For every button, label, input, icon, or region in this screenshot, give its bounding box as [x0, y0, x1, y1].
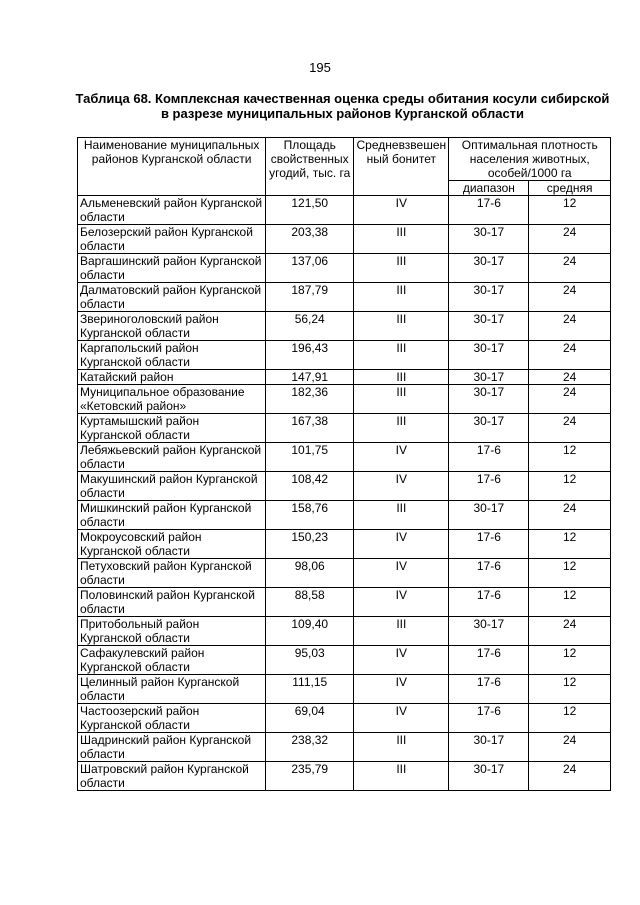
cell-density-average: 24	[529, 283, 611, 312]
table-row	[78, 312, 611, 341]
cell-density-range: 30-17	[449, 617, 529, 646]
cell-density-range: 17-6	[449, 559, 529, 588]
cell-bonitet: III	[354, 501, 449, 530]
cell-density-range: 30-17	[449, 762, 529, 791]
cell-district-name: Петуховский район Курганской области	[78, 559, 266, 588]
cell-area: 111,15	[266, 675, 354, 704]
cell-density-range: 30-17	[449, 283, 529, 312]
table-row	[78, 675, 611, 704]
cell-area: 196,43	[266, 341, 354, 370]
cell-area: 101,75	[266, 443, 354, 472]
cell-bonitet: IV	[354, 646, 449, 675]
cell-bonitet: IV	[354, 443, 449, 472]
table-row	[78, 414, 611, 443]
cell-density-range: 30-17	[449, 501, 529, 530]
cell-area: 203,38	[266, 225, 354, 254]
table-row	[78, 283, 611, 312]
cell-district-name: Мокроусовский район Курганской области	[78, 530, 266, 559]
cell-density-average: 24	[529, 414, 611, 443]
header-density: Оптимальная плотность населения животных, особей/1000 га	[449, 138, 611, 181]
cell-bonitet: III	[354, 225, 449, 254]
table-row	[78, 196, 611, 225]
cell-density-average: 12	[529, 559, 611, 588]
cell-area: 158,76	[266, 501, 354, 530]
cell-district-name: Сафакулевский район Курганской области	[78, 646, 266, 675]
cell-bonitet: III	[354, 254, 449, 283]
cell-density-average: 12	[529, 443, 611, 472]
cell-district-name: Альменевский район Курганской области	[78, 196, 266, 225]
table-row	[78, 254, 611, 283]
header-range: диапазон	[449, 181, 529, 196]
cell-bonitet: III	[354, 341, 449, 370]
cell-district-name: Шатровский район Курганской области	[78, 762, 266, 791]
cell-area: 121,50	[266, 196, 354, 225]
cell-district-name: Целинный район Курганской области	[78, 675, 266, 704]
cell-area: 98,06	[266, 559, 354, 588]
cell-district-name: Куртамышский район Курганской области	[78, 414, 266, 443]
cell-district-name: Варгашинский район Курганской области	[78, 254, 266, 283]
cell-bonitet: IV	[354, 559, 449, 588]
cell-district-name: Шадринский район Курганской области	[78, 733, 266, 762]
cell-density-average: 12	[529, 646, 611, 675]
cell-bonitet: IV	[354, 588, 449, 617]
cell-density-average: 24	[529, 385, 611, 414]
cell-density-range: 17-6	[449, 443, 529, 472]
cell-area: 137,06	[266, 254, 354, 283]
table-title	[70, 91, 615, 121]
table-row	[78, 646, 611, 675]
cell-density-average: 12	[529, 530, 611, 559]
cell-district-name: Белозерский район Курганской области	[78, 225, 266, 254]
cell-area: 182,36	[266, 385, 354, 414]
table-row	[78, 341, 611, 370]
cell-density-range: 30-17	[449, 385, 529, 414]
cell-density-average: 24	[529, 225, 611, 254]
cell-density-average: 12	[529, 675, 611, 704]
table-row	[78, 530, 611, 559]
cell-density-average: 24	[529, 617, 611, 646]
cell-district-name: Звериноголовский район Курганской области	[78, 312, 266, 341]
cell-district-name: Лебяжьевский район Курганской области	[78, 443, 266, 472]
cell-district-name: Половинский район Курганской области	[78, 588, 266, 617]
table-title-line-1: Таблица 68. Комплексная качественная оценка среды обитания косули сибирской	[75, 91, 610, 106]
habitat-assessment-table	[77, 137, 611, 791]
cell-density-range: 17-6	[449, 588, 529, 617]
cell-area: 187,79	[266, 283, 354, 312]
cell-density-average: 24	[529, 762, 611, 791]
cell-area: 235,79	[266, 762, 354, 791]
table-row	[78, 370, 611, 385]
cell-density-average: 24	[529, 501, 611, 530]
header-average: средняя	[529, 181, 611, 196]
cell-area: 108,42	[266, 472, 354, 501]
cell-density-average: 12	[529, 588, 611, 617]
table-row	[78, 617, 611, 646]
cell-density-range: 17-6	[449, 472, 529, 501]
table-row	[78, 559, 611, 588]
cell-density-range: 30-17	[449, 341, 529, 370]
cell-bonitet: III	[354, 385, 449, 414]
cell-bonitet: IV	[354, 472, 449, 501]
cell-area: 147,91	[266, 370, 354, 385]
cell-bonitet: III	[354, 733, 449, 762]
cell-density-average: 24	[529, 312, 611, 341]
cell-district-name: Далматовский район Курганской области	[78, 283, 266, 312]
cell-bonitet: III	[354, 283, 449, 312]
table-row	[78, 704, 611, 733]
cell-district-name: Частоозерский район Курганской области	[78, 704, 266, 733]
header-area: Площадь свойственных угодий, тыс. га	[266, 138, 354, 196]
table-row	[78, 443, 611, 472]
cell-district-name: Мишкинский район Курганской области	[78, 501, 266, 530]
cell-density-range: 30-17	[449, 312, 529, 341]
header-name: Наименование муниципальных районов Курганской области	[78, 138, 266, 196]
table-row	[78, 225, 611, 254]
table-row	[78, 733, 611, 762]
table-row	[78, 588, 611, 617]
cell-bonitet: IV	[354, 675, 449, 704]
cell-district-name: Каргапольский район Курганской области	[78, 341, 266, 370]
cell-bonitet: IV	[354, 704, 449, 733]
cell-bonitet: IV	[354, 196, 449, 225]
cell-area: 69,04	[266, 704, 354, 733]
table-body	[78, 196, 611, 791]
table-row	[78, 385, 611, 414]
cell-bonitet: III	[354, 312, 449, 341]
cell-district-name: Муниципальное образование «Кетовский район»	[78, 385, 266, 414]
cell-area: 88,58	[266, 588, 354, 617]
cell-area: 109,40	[266, 617, 354, 646]
cell-bonitet: III	[354, 762, 449, 791]
page-number: 195	[309, 60, 331, 75]
cell-area: 238,32	[266, 733, 354, 762]
cell-density-range: 17-6	[449, 646, 529, 675]
cell-density-range: 30-17	[449, 414, 529, 443]
cell-bonitet: III	[354, 370, 449, 385]
cell-area: 56,24	[266, 312, 354, 341]
cell-density-range: 30-17	[449, 254, 529, 283]
cell-bonitet: IV	[354, 530, 449, 559]
cell-density-average: 24	[529, 341, 611, 370]
cell-density-range: 30-17	[449, 225, 529, 254]
table-row	[78, 762, 611, 791]
cell-density-average: 24	[529, 370, 611, 385]
cell-density-range: 17-6	[449, 704, 529, 733]
cell-district-name: Катайский район	[78, 370, 266, 385]
cell-density-average: 24	[529, 733, 611, 762]
cell-density-range: 17-6	[449, 530, 529, 559]
cell-density-range: 17-6	[449, 675, 529, 704]
cell-density-range: 30-17	[449, 733, 529, 762]
table-row	[78, 472, 611, 501]
cell-density-average: 12	[529, 704, 611, 733]
cell-density-average: 12	[529, 472, 611, 501]
cell-density-range: 17-6	[449, 196, 529, 225]
cell-area: 150,23	[266, 530, 354, 559]
cell-area: 167,38	[266, 414, 354, 443]
cell-bonitet: III	[354, 617, 449, 646]
table-title-line-2: в разрезе муниципальных районов Курганской области	[160, 106, 525, 121]
cell-area: 95,03	[266, 646, 354, 675]
cell-district-name: Макушинский район Курганской области	[78, 472, 266, 501]
table-row	[78, 501, 611, 530]
cell-density-range: 30-17	[449, 370, 529, 385]
header-bonitet: Средневзвешенный бонитет	[354, 138, 449, 196]
cell-bonitet: III	[354, 414, 449, 443]
cell-density-average: 12	[529, 196, 611, 225]
cell-density-average: 24	[529, 254, 611, 283]
cell-district-name: Притобольный район Курганской области	[78, 617, 266, 646]
